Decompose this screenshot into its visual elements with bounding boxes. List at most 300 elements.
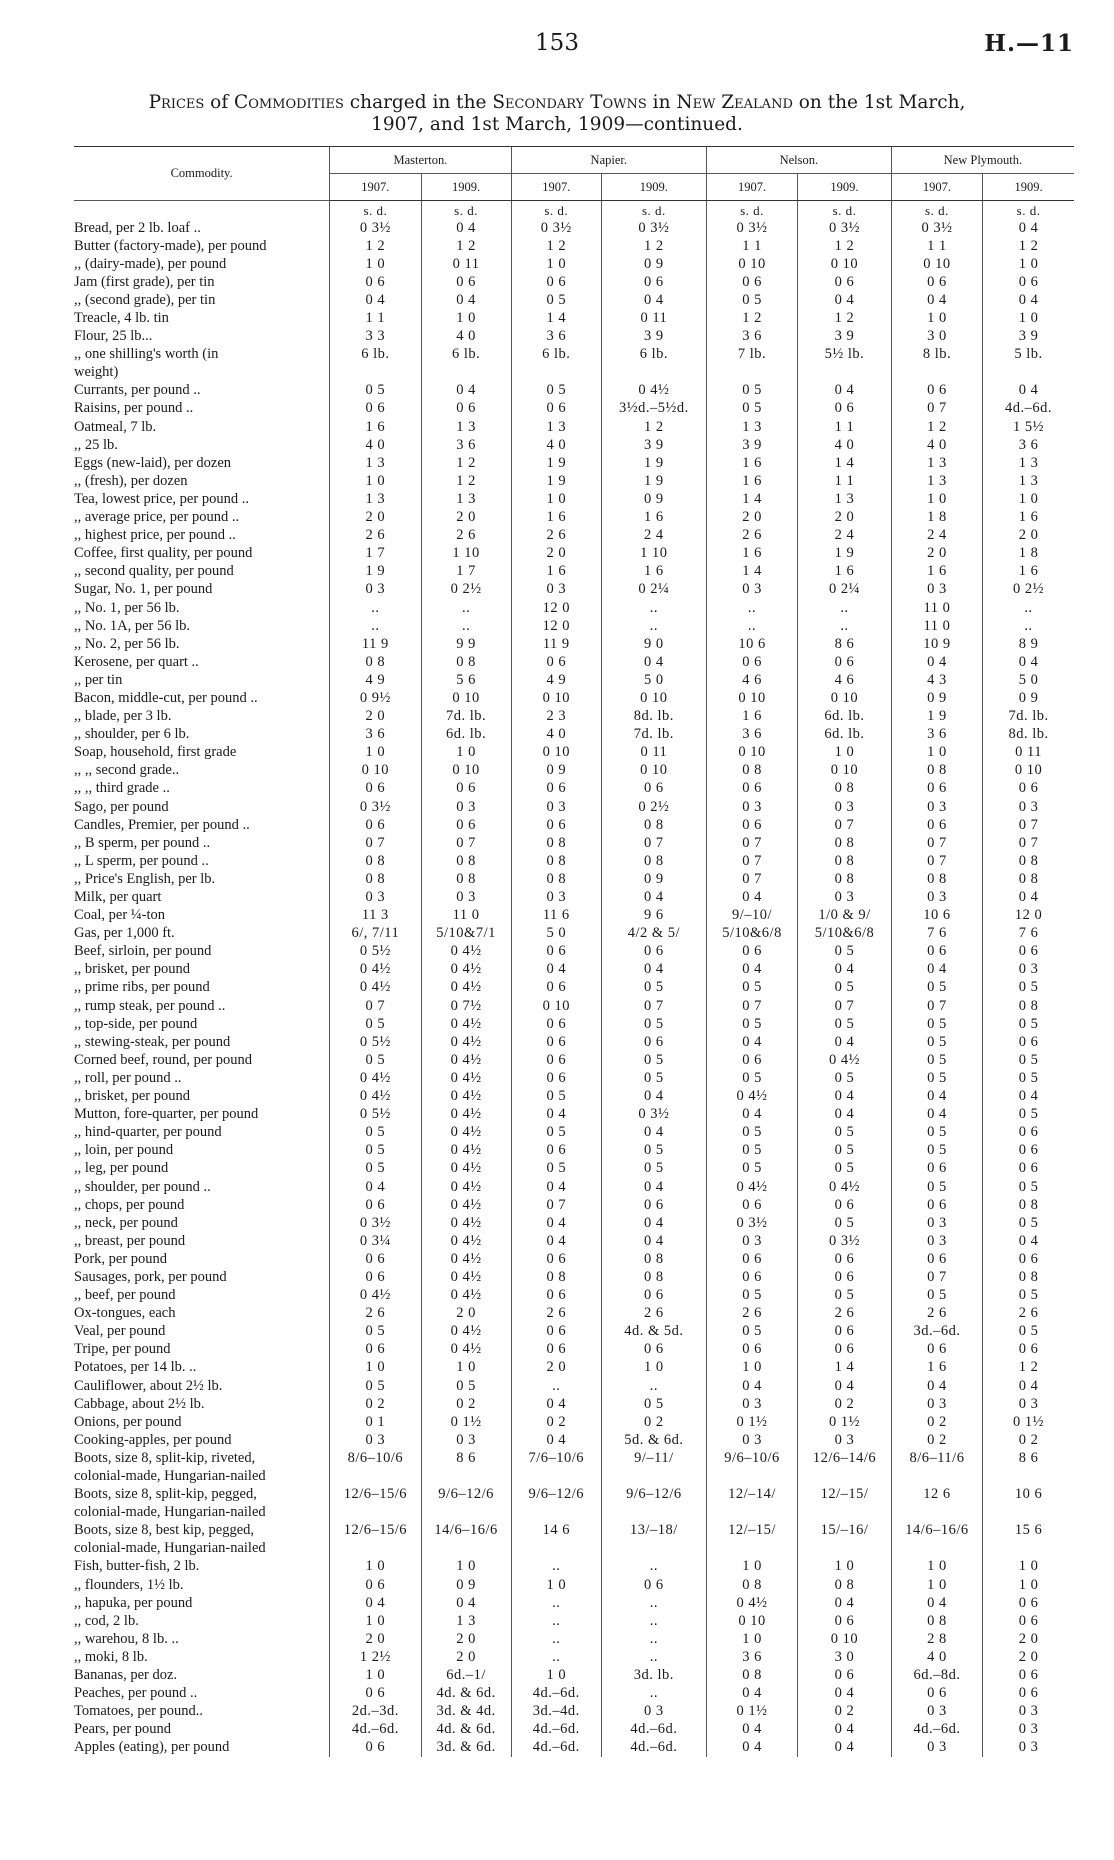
- price-cell: 0 5: [706, 1124, 797, 1142]
- price-cell: 8d. lb.: [983, 726, 1074, 744]
- town-header-new-plymouth: New Plymouth.: [891, 147, 1074, 174]
- price-cell: 0 8: [706, 762, 797, 780]
- price-cell: 0 6: [798, 1268, 892, 1286]
- price-cell: 9 0: [601, 635, 706, 653]
- price-cell: 0 6: [983, 1612, 1074, 1630]
- commodity-label: ,, No. 2, per 56 lb.: [74, 635, 180, 652]
- price-cell: 1 6: [891, 563, 982, 581]
- price-cell: 0 5: [706, 1069, 797, 1087]
- commodity-label: ,, ,, second grade..: [74, 762, 180, 779]
- price-cell: 2 4: [601, 527, 706, 545]
- price-cell: 12/–15/: [798, 1486, 892, 1504]
- price-cell: 0 3½: [706, 1214, 797, 1232]
- town-header-napier: Napier.: [511, 147, 706, 174]
- price-cell: 2 6: [798, 1305, 892, 1323]
- price-cell: 5½ lb.: [798, 346, 892, 364]
- price-cell: 0 10: [330, 762, 421, 780]
- commodity-label: Ox-tongues, each: [74, 1305, 176, 1322]
- table-row: [74, 472, 1074, 490]
- price-cell: 0 7: [891, 997, 982, 1015]
- title-word: Commodities: [234, 92, 344, 113]
- price-cell: 11 9: [511, 635, 601, 653]
- price-cell: 0 8: [983, 1268, 1074, 1286]
- commodity-label: Tea, lowest price, per pound ..: [74, 490, 249, 507]
- price-cell: 0 6: [511, 780, 601, 798]
- price-cell: 1 9: [601, 472, 706, 490]
- price-cell: 1 3: [891, 454, 982, 472]
- price-cell: 3 6: [706, 1648, 797, 1666]
- price-cell: 0 4½: [421, 1178, 511, 1196]
- price-cell: [798, 1467, 892, 1485]
- price-cell: 0 1½: [706, 1703, 797, 1721]
- price-cell: 2 6: [706, 527, 797, 545]
- table-row: [74, 255, 1074, 273]
- price-cell: 6 lb.: [511, 346, 601, 364]
- price-cell: 0 3: [706, 1431, 797, 1449]
- price-cell: 0 10: [706, 1612, 797, 1630]
- price-cell: 0 4: [706, 1685, 797, 1703]
- price-cell: 0 6: [983, 780, 1074, 798]
- price-cell: 1 0: [891, 744, 982, 762]
- price-cell: 0 5: [706, 1287, 797, 1305]
- price-cell: [330, 1540, 421, 1558]
- price-cell: 4 6: [798, 671, 892, 689]
- price-cell: 1 6: [706, 545, 797, 563]
- units-cell: s. d.: [983, 201, 1074, 220]
- price-cell: [421, 364, 511, 382]
- price-cell: 0 7: [891, 1268, 982, 1286]
- price-cell: 0 3: [706, 581, 797, 599]
- price-cell: 1 1: [798, 418, 892, 436]
- price-cell: 0 10: [798, 762, 892, 780]
- units-cell: s. d.: [891, 201, 982, 220]
- commodity-label: weight): [74, 364, 119, 381]
- price-cell: [601, 1540, 706, 1558]
- price-cell: 0 2½: [983, 581, 1074, 599]
- commodity-label: Onions, per pound: [74, 1413, 182, 1430]
- price-cell: 2 0: [330, 509, 421, 527]
- price-cell: ..: [601, 617, 706, 635]
- price-cell: 1 0: [798, 744, 892, 762]
- price-cell: ..: [601, 1685, 706, 1703]
- price-cell: ..: [421, 599, 511, 617]
- price-cell: 1 2: [421, 472, 511, 490]
- commodity-label: Sugar, No. 1, per pound: [74, 581, 213, 598]
- commodity-label: ,, shoulder, per pound ..: [74, 1178, 211, 1195]
- price-cell: 0 6: [891, 1160, 982, 1178]
- price-cell: 0 10: [511, 997, 601, 1015]
- price-cell: 0 9½: [330, 689, 421, 707]
- table-row: [74, 617, 1074, 635]
- price-cell: 0 9: [601, 870, 706, 888]
- price-cell: 1 6: [706, 708, 797, 726]
- price-cell: 0 8: [421, 870, 511, 888]
- price-cell: 0 4½: [421, 1069, 511, 1087]
- price-cell: 0 4: [798, 1088, 892, 1106]
- price-cell: 0 6: [891, 273, 982, 291]
- price-cell: 0 8: [706, 1667, 797, 1685]
- price-cell: ..: [511, 1594, 601, 1612]
- price-cell: ..: [706, 617, 797, 635]
- price-cell: 0 4: [601, 1214, 706, 1232]
- price-cell: 0 6: [706, 1051, 797, 1069]
- table-row: [74, 527, 1074, 545]
- price-cell: 0 6: [983, 1160, 1074, 1178]
- price-cell: 4 0: [421, 328, 511, 346]
- price-cell: 0 6: [330, 400, 421, 418]
- price-cell: 8/6–11/6: [891, 1449, 982, 1467]
- price-cell: 3 9: [983, 328, 1074, 346]
- price-cell: 8 6: [798, 635, 892, 653]
- commodity-label: colonial-made, Hungarian-nailed: [74, 1504, 266, 1521]
- price-cell: 3 6: [706, 328, 797, 346]
- table-row: [74, 744, 1074, 762]
- price-cell: 0 3: [798, 1431, 892, 1449]
- price-cell: 5 6: [421, 671, 511, 689]
- price-cell: 0 4: [511, 1232, 601, 1250]
- price-cell: 0 2¼: [601, 581, 706, 599]
- commodity-label: ,, chops, per pound: [74, 1196, 185, 1213]
- price-cell: 0 3: [891, 581, 982, 599]
- commodity-label: Fish, butter-fish, 2 lb.: [74, 1558, 200, 1575]
- table-row: [74, 943, 1074, 961]
- price-cell: 0 3½: [601, 1106, 706, 1124]
- price-cell: 0 4: [891, 1106, 982, 1124]
- price-cell: 0 5: [330, 1323, 421, 1341]
- price-cell: 0 3: [983, 1395, 1074, 1413]
- price-cell: 3d.–6d.: [891, 1323, 982, 1341]
- price-cell: 11 0: [891, 599, 982, 617]
- price-cell: 0 8: [798, 834, 892, 852]
- price-cell: 0 4: [983, 291, 1074, 309]
- table-row: [74, 1323, 1074, 1341]
- price-cell: ..: [983, 599, 1074, 617]
- price-cell: 0 6: [983, 1033, 1074, 1051]
- price-cell: [706, 1504, 797, 1522]
- table-body: [74, 201, 1074, 1757]
- commodity-label: ,, prime ribs, per pound: [74, 979, 210, 996]
- price-cell: [706, 1467, 797, 1485]
- price-cell: 0 6: [601, 1033, 706, 1051]
- price-cell: 1 6: [706, 454, 797, 472]
- price-cell: 0 5: [798, 979, 892, 997]
- commodity-label: Cauliflower, about 2½ lb.: [74, 1377, 223, 1394]
- price-cell: 0 4½: [330, 1069, 421, 1087]
- price-cell: 1 2: [601, 237, 706, 255]
- price-cell: 1 5½: [983, 418, 1074, 436]
- price-cell: 1 0: [330, 1359, 421, 1377]
- price-cell: 2 0: [983, 1630, 1074, 1648]
- units-cell: s. d.: [601, 201, 706, 220]
- price-cell: ..: [798, 599, 892, 617]
- commodity-label: ,, brisket, per pound: [74, 1088, 190, 1105]
- price-cell: 0 8: [798, 870, 892, 888]
- table-row: [74, 563, 1074, 581]
- year-header: 1907.: [511, 174, 601, 201]
- price-cell: 0 6: [511, 1051, 601, 1069]
- price-cell: [601, 364, 706, 382]
- price-cell: 1 6: [601, 563, 706, 581]
- price-cell: 11 3: [330, 907, 421, 925]
- price-cell: 0 6: [983, 273, 1074, 291]
- price-cell: 0 7: [511, 1196, 601, 1214]
- commodity-label: ,, 25 lb.: [74, 436, 118, 453]
- table-row: [74, 925, 1074, 943]
- price-cell: 0 5: [798, 1160, 892, 1178]
- price-cell: 0 6: [421, 816, 511, 834]
- price-cell: 2 6: [330, 527, 421, 545]
- table-row: [74, 1359, 1074, 1377]
- price-cell: 0 4: [983, 1232, 1074, 1250]
- table-row: [74, 997, 1074, 1015]
- price-cell: 1 2: [798, 309, 892, 327]
- price-cell: 0 6: [891, 1685, 982, 1703]
- price-cell: 0 2: [891, 1431, 982, 1449]
- price-cell: 0 2¼: [798, 581, 892, 599]
- price-cell: 3 6: [706, 726, 797, 744]
- price-cell: 4d. & 6d.: [421, 1721, 511, 1739]
- table-row: [74, 291, 1074, 309]
- price-cell: 0 6: [511, 400, 601, 418]
- price-cell: 1 0: [983, 255, 1074, 273]
- price-cell: 0 8: [891, 762, 982, 780]
- price-cell: 6 lb.: [421, 346, 511, 364]
- price-cell: 0 5: [891, 1069, 982, 1087]
- price-cell: 0 6: [330, 780, 421, 798]
- price-cell: 0 4½: [421, 1196, 511, 1214]
- price-cell: 6/, 7/11: [330, 925, 421, 943]
- price-cell: 0 6: [330, 1739, 421, 1757]
- price-cell: 0 10: [798, 255, 892, 273]
- price-cell: 14/6–16/6: [891, 1522, 982, 1540]
- price-cell: 0 6: [891, 1196, 982, 1214]
- price-cell: 0 6: [983, 1341, 1074, 1359]
- price-cell: 0 4½: [421, 1250, 511, 1268]
- price-cell: 1 3: [983, 472, 1074, 490]
- price-cell: 1 6: [891, 1359, 982, 1377]
- price-cell: 2 6: [706, 1305, 797, 1323]
- price-cell: ..: [798, 617, 892, 635]
- table-row: [74, 726, 1074, 744]
- price-cell: 0 3: [891, 1214, 982, 1232]
- price-cell: [511, 1504, 601, 1522]
- price-cell: 0 6: [798, 1612, 892, 1630]
- price-cell: 1 0: [891, 1558, 982, 1576]
- price-cell: 0 4½: [421, 1015, 511, 1033]
- price-cell: 2 6: [891, 1305, 982, 1323]
- price-cell: 0 8: [421, 653, 511, 671]
- price-cell: 0 3½: [706, 219, 797, 237]
- price-cell: 0 7: [421, 834, 511, 852]
- price-cell: 4 9: [511, 671, 601, 689]
- table-row: [74, 635, 1074, 653]
- price-cell: 5 0: [511, 925, 601, 943]
- price-cell: 0 7: [798, 816, 892, 834]
- price-cell: 0 3: [706, 798, 797, 816]
- price-cell: 2d.–3d.: [330, 1703, 421, 1721]
- price-cell: 0 6: [511, 1015, 601, 1033]
- commodity-label: ,, hapuka, per pound: [74, 1594, 193, 1611]
- price-cell: 0 8: [601, 1268, 706, 1286]
- price-cell: 1 0: [983, 490, 1074, 508]
- price-cell: 0 9: [601, 490, 706, 508]
- price-cell: ..: [511, 1648, 601, 1666]
- price-cell: 12/6–15/6: [330, 1486, 421, 1504]
- price-cell: 0 10: [891, 255, 982, 273]
- price-cell: 2 0: [983, 527, 1074, 545]
- table-row: [74, 1486, 1074, 1504]
- price-cell: 1 2: [891, 418, 982, 436]
- price-cell: 2 6: [330, 1305, 421, 1323]
- commodity-label: ,, No. 1A, per 56 lb.: [74, 617, 190, 634]
- price-cell: 0 6: [891, 943, 982, 961]
- price-cell: 4 0: [798, 436, 892, 454]
- table-row: [74, 671, 1074, 689]
- price-cell: 0 10: [798, 689, 892, 707]
- price-cell: 1 3: [330, 454, 421, 472]
- units-row: [74, 201, 1074, 220]
- price-cell: 0 5: [983, 1178, 1074, 1196]
- table-row: [74, 490, 1074, 508]
- price-cell: 1 9: [330, 563, 421, 581]
- commodity-label: ,, brisket, per pound: [74, 961, 190, 978]
- price-cell: 0 4: [330, 291, 421, 309]
- price-cell: 0 5: [798, 1142, 892, 1160]
- commodity-label: Pears, per pound: [74, 1721, 172, 1738]
- price-cell: 0 4½: [421, 943, 511, 961]
- price-cell: 0 3½: [330, 1214, 421, 1232]
- table-row: [74, 653, 1074, 671]
- price-cell: 7d. lb.: [983, 708, 1074, 726]
- table-row: [74, 1160, 1074, 1178]
- commodity-label: ,, breast, per pound: [74, 1232, 186, 1249]
- price-cell: 0 6: [511, 943, 601, 961]
- price-cell: 1 1: [706, 237, 797, 255]
- table-row: [74, 599, 1074, 617]
- price-cell: [891, 1540, 982, 1558]
- price-cell: 1 0: [706, 1630, 797, 1648]
- price-cell: [983, 1504, 1074, 1522]
- price-cell: 1 3: [798, 490, 892, 508]
- price-cell: 0 6: [891, 1250, 982, 1268]
- price-cell: 12/6–14/6: [798, 1449, 892, 1467]
- price-cell: 1 3: [511, 418, 601, 436]
- price-cell: 7/6–10/6: [511, 1449, 601, 1467]
- price-cell: 3 9: [798, 328, 892, 346]
- price-cell: 0 6: [330, 1685, 421, 1703]
- price-cell: 4 0: [511, 726, 601, 744]
- table-row: [74, 400, 1074, 418]
- price-cell: [891, 1467, 982, 1485]
- price-cell: 1 0: [706, 1359, 797, 1377]
- table-row: [74, 1106, 1074, 1124]
- price-cell: 0 8: [798, 1576, 892, 1594]
- price-cell: ..: [601, 1377, 706, 1395]
- price-cell: 0 5: [798, 1214, 892, 1232]
- commodity-label: Candles, Premier, per pound ..: [74, 816, 250, 833]
- price-cell: 0 6: [330, 816, 421, 834]
- price-cell: ..: [601, 599, 706, 617]
- price-cell: 1 2½: [330, 1648, 421, 1666]
- price-cell: 0 1½: [798, 1413, 892, 1431]
- price-cell: 0 4: [891, 961, 982, 979]
- price-cell: 1 3: [330, 490, 421, 508]
- table-row: [74, 1467, 1074, 1485]
- price-cell: 0 6: [511, 1323, 601, 1341]
- price-cell: 1 3: [706, 418, 797, 436]
- price-cell: 1 10: [421, 545, 511, 563]
- price-cell: 3d.–4d.: [511, 1703, 601, 1721]
- table-row: [74, 545, 1074, 563]
- price-cell: 8 9: [983, 635, 1074, 653]
- price-cell: 7 lb.: [706, 346, 797, 364]
- price-cell: 1 7: [421, 563, 511, 581]
- price-cell: ..: [511, 1630, 601, 1648]
- price-cell: 1 0: [511, 490, 601, 508]
- price-cell: 2 0: [330, 708, 421, 726]
- commodity-label: Peaches, per pound ..: [74, 1685, 198, 1702]
- price-cell: 0 4: [798, 1106, 892, 1124]
- price-cell: 1 0: [511, 1576, 601, 1594]
- price-cell: 9/6–10/6: [706, 1449, 797, 1467]
- price-cell: 0 3: [891, 1703, 982, 1721]
- price-cell: ..: [601, 1612, 706, 1630]
- price-cell: 1 3: [421, 1612, 511, 1630]
- price-cell: 1 6: [330, 418, 421, 436]
- price-cell: 5 lb.: [983, 346, 1074, 364]
- price-cell: 12 6: [891, 1486, 982, 1504]
- price-cell: 0 8: [706, 1576, 797, 1594]
- price-cell: 0 5: [891, 979, 982, 997]
- price-cell: 4 0: [891, 1648, 982, 1666]
- table-row: [74, 1703, 1074, 1721]
- table-row: [74, 309, 1074, 327]
- price-cell: 0 5: [798, 1069, 892, 1087]
- table-row: [74, 1413, 1074, 1431]
- price-cell: 0 7: [798, 997, 892, 1015]
- price-cell: 2 6: [421, 527, 511, 545]
- price-cell: 1 6: [706, 472, 797, 490]
- commodity-label: Boots, size 8, best kip, pegged,: [74, 1522, 255, 1539]
- price-cell: 0 3: [891, 1232, 982, 1250]
- table-row: [74, 1051, 1074, 1069]
- price-cell: 0 4½: [706, 1594, 797, 1612]
- price-cell: 2 6: [983, 1305, 1074, 1323]
- price-cell: 1 3: [891, 472, 982, 490]
- commodity-label: Tripe, per pound: [74, 1341, 171, 1358]
- commodity-label: ,, No. 1, per 56 lb.: [74, 599, 180, 616]
- price-cell: 1 6: [511, 509, 601, 527]
- price-cell: 0 3: [421, 888, 511, 906]
- price-cell: 3 9: [601, 328, 706, 346]
- table-row: [74, 418, 1074, 436]
- price-cell: 0 5½: [330, 1106, 421, 1124]
- price-cell: 2 0: [421, 1648, 511, 1666]
- year-header: 1909.: [601, 174, 706, 201]
- price-cell: 0 7: [330, 834, 421, 852]
- commodity-label: ,, ,, third grade ..: [74, 780, 170, 797]
- price-cell: 0 5: [601, 1142, 706, 1160]
- price-cell: 0 4: [798, 1377, 892, 1395]
- price-cell: 0 3: [983, 1703, 1074, 1721]
- price-cell: 15/–16/: [798, 1522, 892, 1540]
- price-cell: [601, 1504, 706, 1522]
- price-cell: 0 7: [983, 816, 1074, 834]
- price-cell: 0 4: [891, 1088, 982, 1106]
- price-cell: 3 6: [511, 328, 601, 346]
- commodity-header: Commodity.: [74, 147, 330, 201]
- price-cell: 0 8: [330, 870, 421, 888]
